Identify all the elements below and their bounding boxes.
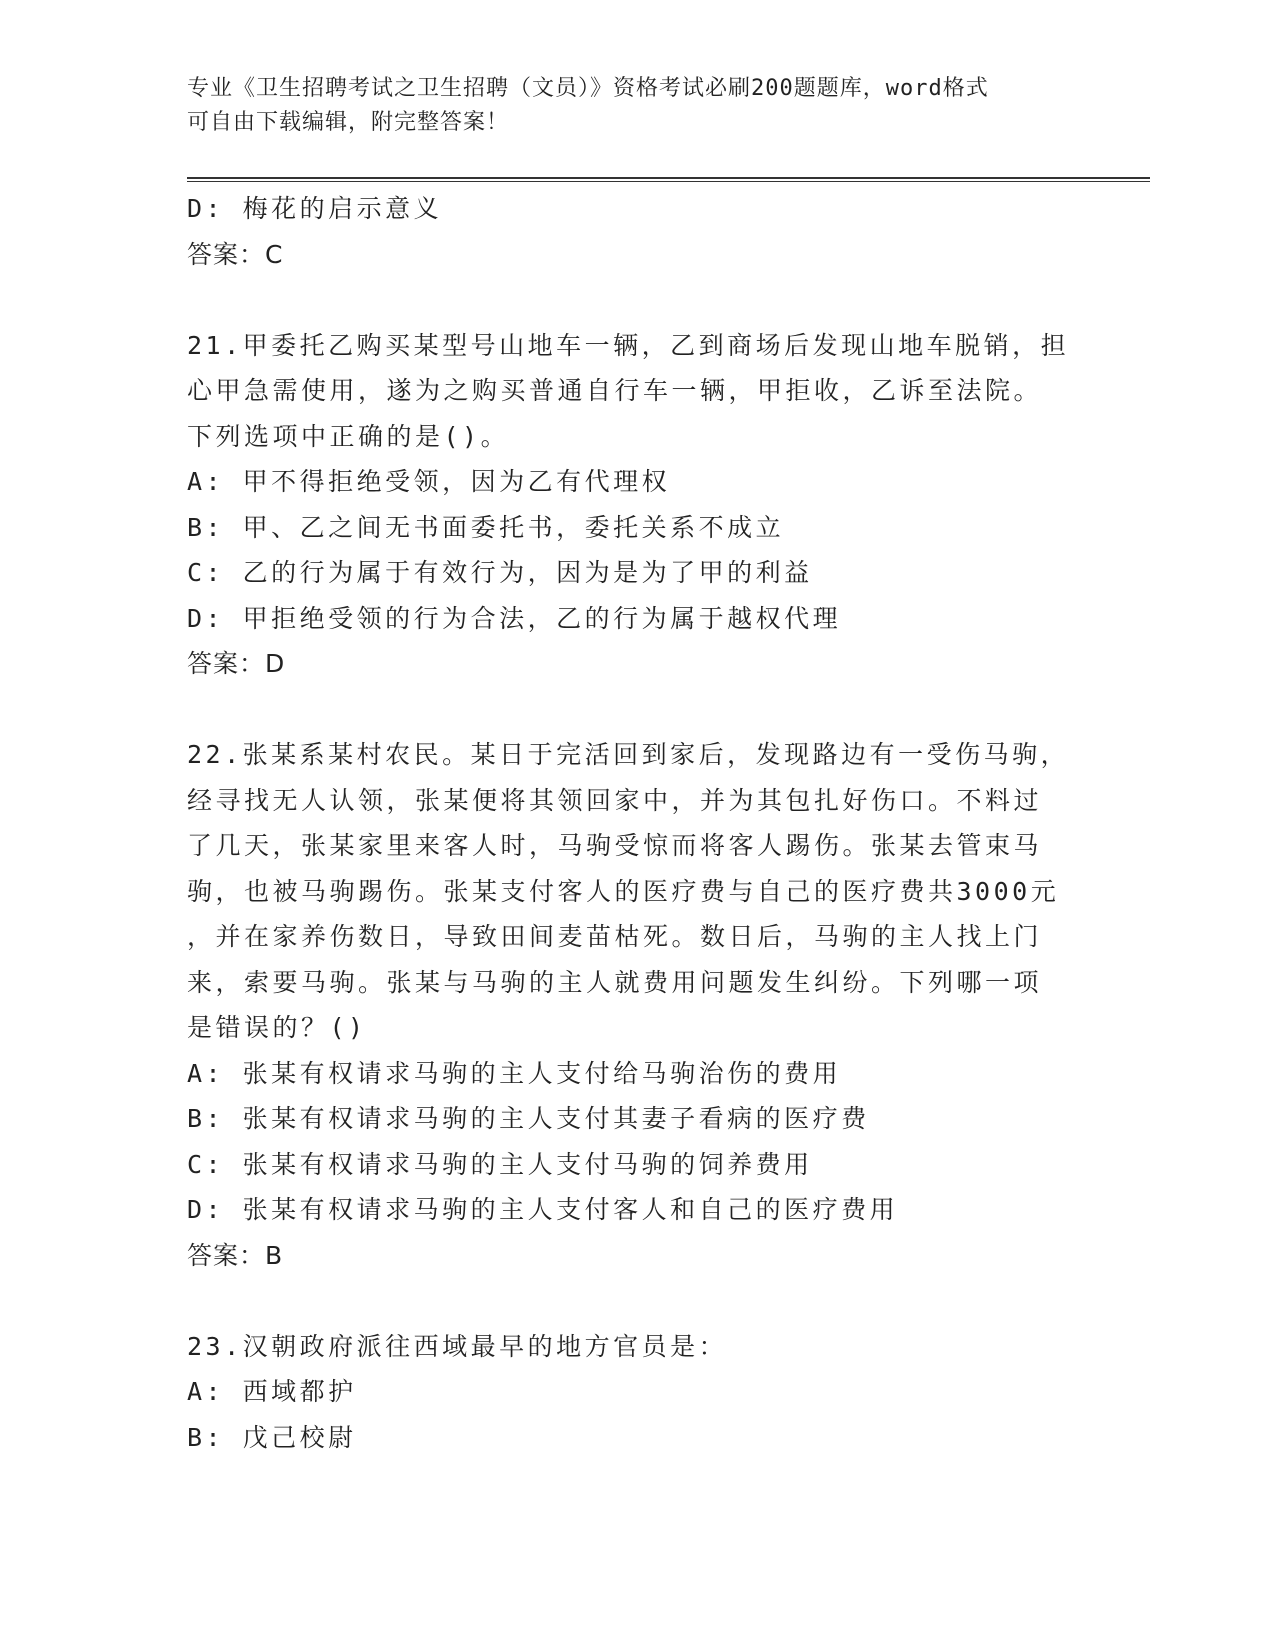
q23-option-b: B: 戊己校尉: [187, 1422, 357, 1452]
q20-option-d: D: 梅花的启示意义: [187, 194, 443, 223]
q20-answer: 答案：C: [187, 239, 284, 269]
q22-option-d: D: 张某有权请求马驹的主人支付客人和自己的医疗费用: [187, 1195, 899, 1224]
header-rule-thin: [187, 181, 1150, 182]
document-header: [187, 72, 1067, 140]
question-21: [187, 323, 1087, 687]
question-23: [187, 1324, 1087, 1461]
q22-option-c: C: 张某有权请求马驹的主人支付马驹的饲养费用: [187, 1149, 813, 1179]
q22-stem-line: 是错误的？(): [187, 1013, 367, 1042]
q22-stem-line: 驹，也被马驹踢伤。张某支付客人的医疗费与自己的医疗费共3000元: [187, 876, 1060, 906]
header-rule-thick: [187, 177, 1150, 179]
q21-option-b: B: 甲、乙之间无书面委托书，委托关系不成立: [187, 512, 785, 542]
q22-stem-line: 了几天，张某家里来客人时，马驹受惊而将客人踢伤。张某去管束马: [187, 831, 1043, 860]
q22-answer: 答案：B: [187, 1240, 284, 1270]
q22-option-a: A: 张某有权请求马驹的主人支付给马驹治伤的费用: [187, 1058, 842, 1088]
header-line-2: 可自由下载编辑，附完整答案！: [187, 110, 510, 135]
q21-stem-line: 下列选项中正确的是()。: [187, 421, 510, 451]
question-22: [187, 732, 1087, 1278]
q21-answer: 答案：D: [187, 649, 286, 678]
q21-option-d: D: 甲拒绝受领的行为合法，乙的行为属于越权代理: [187, 603, 842, 633]
q21-stem-line: 21.甲委托乙购买某型号山地车一辆，乙到商场后发现山地车脱销，担: [187, 330, 1070, 360]
q22-stem-line: 22.张某系某村农民。某日于完活回到家后，发现路边有一受伤马驹，: [187, 740, 1070, 769]
document-body: [187, 186, 1087, 1460]
q23-option-a: A: 西域都护: [187, 1377, 357, 1406]
q22-option-b: B: 张某有权请求马驹的主人支付其妻子看病的医疗费: [187, 1104, 870, 1133]
spacer: [187, 1278, 1087, 1324]
q21-stem-line: 心甲急需使用，遂为之购买普通自行车一辆，甲拒收，乙诉至法院。: [187, 376, 1043, 405]
header-line-1: 专业《卫生招聘考试之卫生招聘（文员）》资格考试必刷200题题库，word格式: [187, 76, 989, 101]
q22-stem-line: 来，索要马驹。张某与马驹的主人就费用问题发生纠纷。下列哪一项: [187, 967, 1043, 997]
q22-stem-line: 经寻找无人认领，张某便将其领回家中，并为其包扎好伤口。不料过: [187, 785, 1043, 815]
spacer: [187, 277, 1087, 323]
q23-stem-line: 23.汉朝政府派往西域最早的地方官员是：: [187, 1331, 728, 1361]
q21-option-c: C: 乙的行为属于有效行为，因为是为了甲的利益: [187, 558, 813, 587]
q21-option-a: A: 甲不得拒绝受领，因为乙有代理权: [187, 467, 671, 496]
q22-stem-line: ，并在家养伤数日，导致田间麦苗枯死。数日后，马驹的主人找上门: [187, 922, 1043, 951]
spacer: [187, 687, 1087, 733]
